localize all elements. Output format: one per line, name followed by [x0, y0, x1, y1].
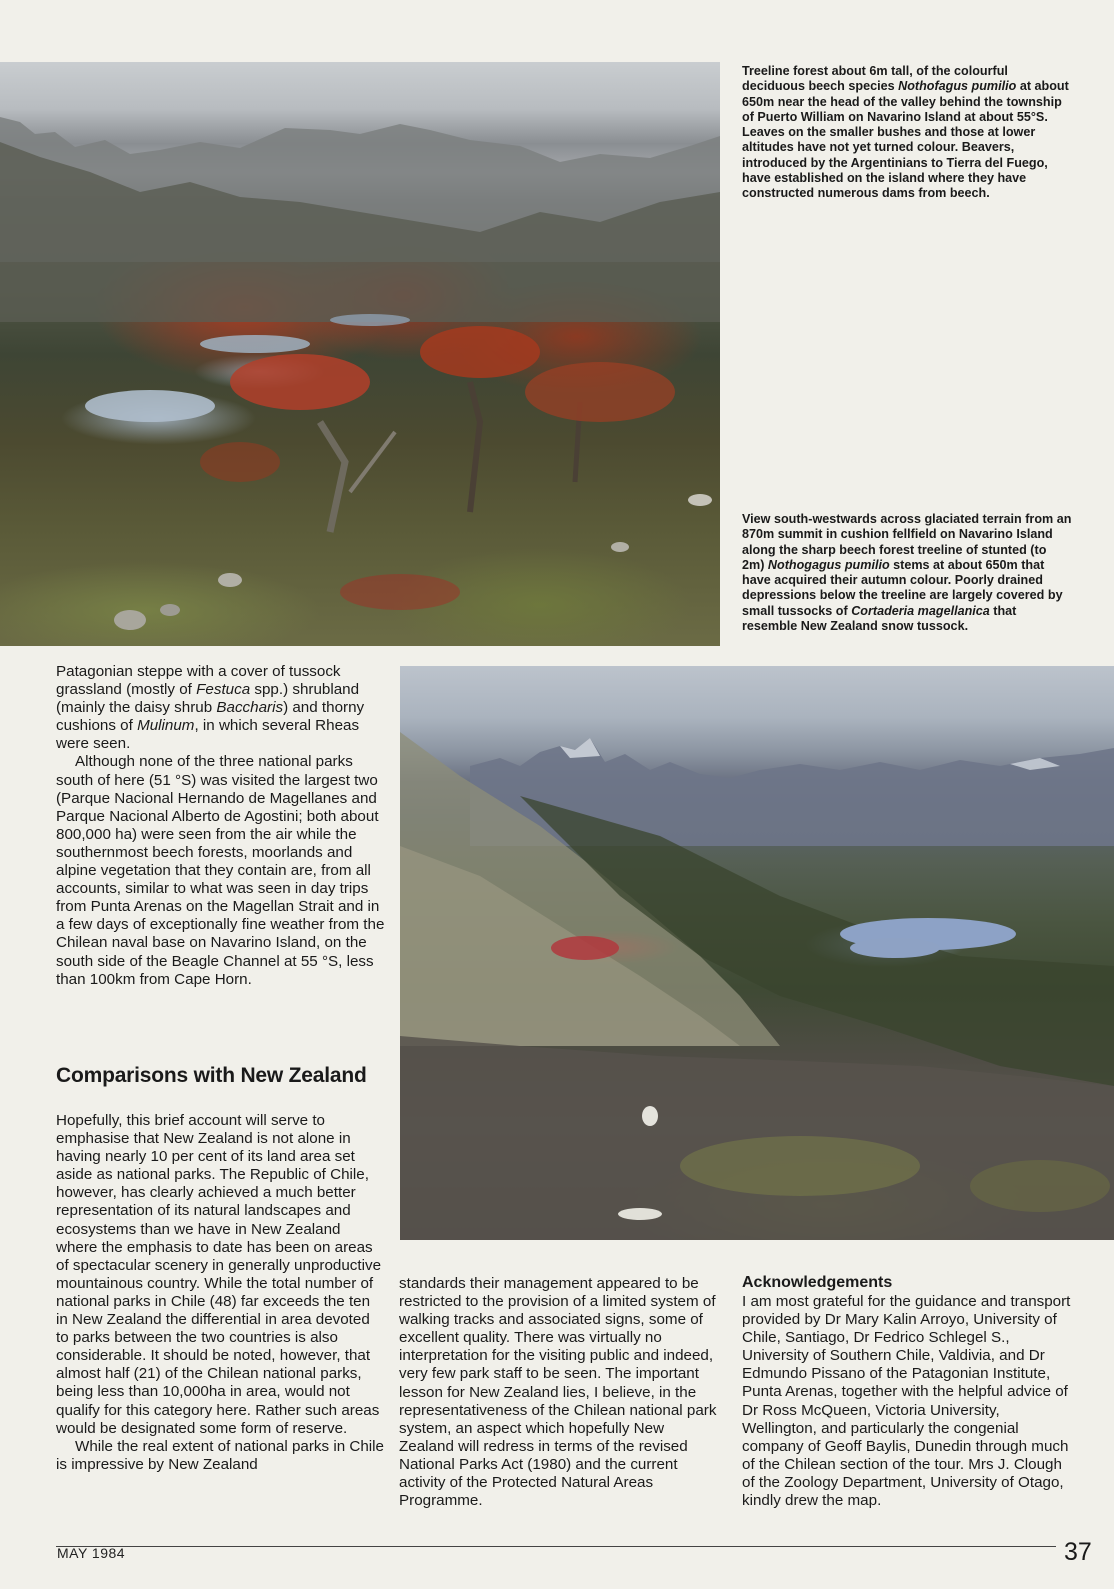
text-festuca: Festuca: [196, 681, 251, 699]
paragraph-acknowledgements: I am most grateful for the guidance and transport provided by Dr Mary Kalin Arroyo, University of Chile, Santiago, Dr Fedrico Schlegel S., University of Southern Chile, Valdivia, and Dr Edmundo Pissano of the Patagonian Institute, Punta Arenas, together with the helpful advice of Dr Ross McQueen, Victoria University, Wellington, and particularly the congenial company of Geoff Baylis, Dunedin through much of the Chilean section of the tour. Mrs J. Clough of the Zoology Department, University of Otago, kindly drew the map.: [742, 1293, 1071, 1510]
paragraph-management: standards their management appeared to be restricted to the provision of a limited system of walking tracks and associated signs, some of excellent quality. There was virtually no interpretation for the visiting public and indeed, very few park staff to be seen. The important lesson for New Zealand lies, I believe, in the representativeness of the Chilean national park system, an aspect which hopefully New Zealand will redress in terms of the revised National Parks Act (1980) and the current activity of the Protected Natural Areas Programme.: [399, 1275, 717, 1510]
text-1b: spp.) shrubland (mainly the daisy shrub: [56, 681, 360, 717]
caption-top-species: Nothofagus pumilio: [898, 79, 1017, 94]
caption-glaciated-terrain: [742, 512, 1072, 634]
column-3-text: [742, 1293, 1072, 1510]
caption-middle-text-2: stems at about 650m that have acquired their autumn colour. Poorly drained depressions below the treeline are largely covered by small tussocks of: [742, 557, 1063, 618]
footer-date: MAY 1984: [57, 1545, 126, 1561]
caption-top-text-2: at about 650m near the head of the valley behind the township of Puerto William on Navarino Island at about 55°S. Leaves on the smaller bushes and those at lower altitudes have not yet turned colour. Beavers, introduced by the Argentinians to Tierra del Fuego, have established on the island where they have constructed numerous dams from beech.: [742, 79, 1069, 201]
heading-comparisons: Comparisons with New Zealand: [56, 1064, 367, 1087]
caption-middle-text-3: that resemble New Zealand snow tussock.: [742, 603, 1017, 634]
photo-treeline-forest-scenery: [0, 62, 720, 646]
paragraph-extent: While the real extent of national parks in Chile is impressive by New Zealand: [56, 1437, 384, 1473]
paragraph-comparisons: Hopefully, this brief account will serve to emphasise that New Zealand is not alone in having nearly 10 per cent of its land area set aside as national parks. The Republic of Chile, however, has clearly achieved a much better representation of its natural landscapes and ecosystems than we have in New Zealand where the emphasis to date has been on areas of spectacular scenery in generally unproductive mountainous country. While the total number of national parks in Chile (48) far exceeds the ten in New Zealand the differential in area devoted to parks between the two countries is also considerable. It should be noted, however, that almost half (21) of the Chilean national parks, being less than 10,000ha in area, would not qualify for this category here. Rather such areas would be designated some form of reserve.: [56, 1112, 382, 1437]
text-baccharis: Baccharis: [216, 699, 284, 717]
paragraph-steppe: [56, 663, 386, 753]
text-1c: ) and thorny cushions of: [56, 699, 365, 735]
page-number: 37: [1064, 1538, 1092, 1566]
column-1-text-lower: [56, 1112, 386, 1474]
text-1d: , in which several Rheas were seen.: [56, 717, 360, 753]
photo-glaciated-terrain-scenery: [400, 666, 1114, 1240]
heading-acknowledgements: Acknowledgements: [742, 1274, 893, 1291]
text-1a: Patagonian steppe with a cover of tussock grassland (mostly of: [56, 663, 341, 699]
column-2-text: [399, 1275, 719, 1510]
photo-treeline-forest: [0, 62, 720, 646]
text-mulinum: Mulinum: [137, 717, 195, 735]
caption-middle-species-1: Nothogagus pumilio: [767, 557, 890, 572]
caption-top-text-1: Treeline forest about 6m tall, of the colourful deciduous beech species: [742, 64, 1008, 94]
photo-glaciated-terrain: [400, 666, 1114, 1240]
caption-middle-species-2: Cortaderia magellanica: [851, 603, 990, 618]
paragraph-national-parks: Although none of the three national parks south of here (51 °S) was visited the largest two (Parque Nacional Hernando de Magellanes and Parque Nacional Alberto de Agostini; both about 800,000 ha) were seen from the air while the southernmost beech forests, moorlands and alpine vegetation that they contain are, from all accounts, similar to what was seen in day trips from Punta Arenas on the Magellan Strait and in a few days of exceptionally fine weather from the Chilean naval base on Navarino Island, on the south side of the Beagle Channel at 55 °S, less than 100km from Cape Horn.: [56, 753, 385, 988]
column-1-text: [56, 663, 386, 989]
footer-rule: [56, 1546, 1056, 1547]
caption-middle-text-1: View south-westwards across glaciated terrain from an 870m summit in cushion fellfield on Navarino Island along the sharp beech forest treeline of stunted (to 2m): [742, 512, 1072, 572]
caption-treeline-forest: [742, 64, 1072, 202]
